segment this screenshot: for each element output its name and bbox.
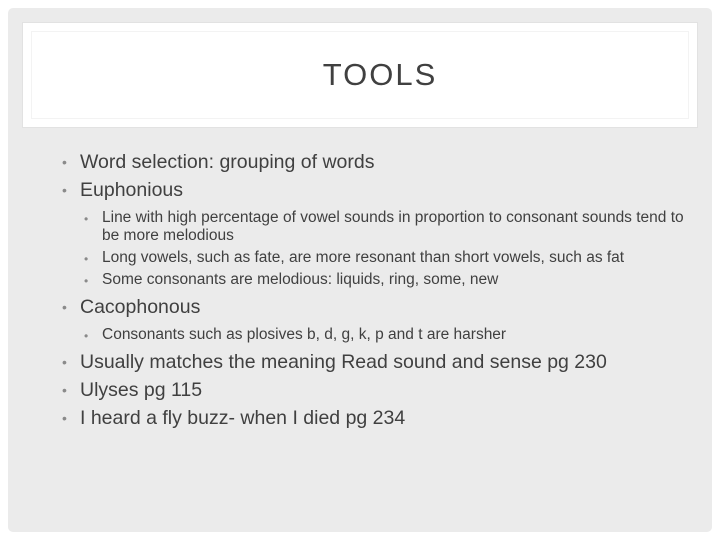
bullet-dot-icon: • <box>62 410 67 426</box>
bullet-text: Euphonious <box>80 179 184 201</box>
bullet-dot-icon: • <box>62 354 67 370</box>
bullet-text: Word selection: grouping of words <box>80 151 375 173</box>
sub-bullet-plosives <box>84 326 702 344</box>
bullet-text: Ulyses pg 115 <box>80 379 203 401</box>
bullet-dot-icon: • <box>84 329 89 343</box>
bullet-text: Usually matches the meaning Read sound and sense pg 230 <box>80 351 607 373</box>
slide-title: TOOLS <box>322 57 438 92</box>
bullet-dot-icon: • <box>84 212 89 226</box>
bullet-dot-icon: • <box>62 382 67 398</box>
sub-bullet-long-vowels <box>84 249 702 267</box>
bullet-dot-icon: • <box>62 182 67 198</box>
bullet-dot-icon: • <box>62 154 67 170</box>
sub-bullet-text: Consonants such as plosives b, d, g, k, p and t are harsher <box>102 326 507 343</box>
title-box <box>31 31 689 119</box>
sub-bullet-list <box>62 326 702 344</box>
sub-bullet-list <box>62 209 702 289</box>
title-band <box>22 22 698 128</box>
bullet-sound-and-sense <box>62 348 702 376</box>
sub-bullet-vowel-sounds <box>84 209 702 245</box>
bullet-list <box>62 148 702 432</box>
bullet-dot-icon: • <box>84 274 89 288</box>
slide <box>8 8 712 532</box>
bullet-text: Cacophonous <box>80 296 201 318</box>
sub-bullet-text: Some consonants are melodious: liquids, ring, some, new <box>102 271 499 288</box>
sub-bullet-text: Line with high percentage of vowel sounds in proportion to consonant sounds tend to be more melodious <box>102 209 684 244</box>
sub-bullet-melodious-consonants <box>84 271 702 289</box>
bullet-euphonious <box>62 176 702 204</box>
bullet-word-selection <box>62 148 702 176</box>
bullet-text: I heard a fly buzz- when I died pg 234 <box>80 407 406 429</box>
sub-bullet-text: Long vowels, such as fate, are more resonant than short vowels, such as fat <box>102 249 625 266</box>
bullet-dot-icon: • <box>62 299 67 315</box>
bullet-ulyses <box>62 376 702 404</box>
bullet-dot-icon: • <box>84 252 89 266</box>
bullet-cacophonous <box>62 293 702 321</box>
bullet-fly-buzz <box>62 404 702 432</box>
